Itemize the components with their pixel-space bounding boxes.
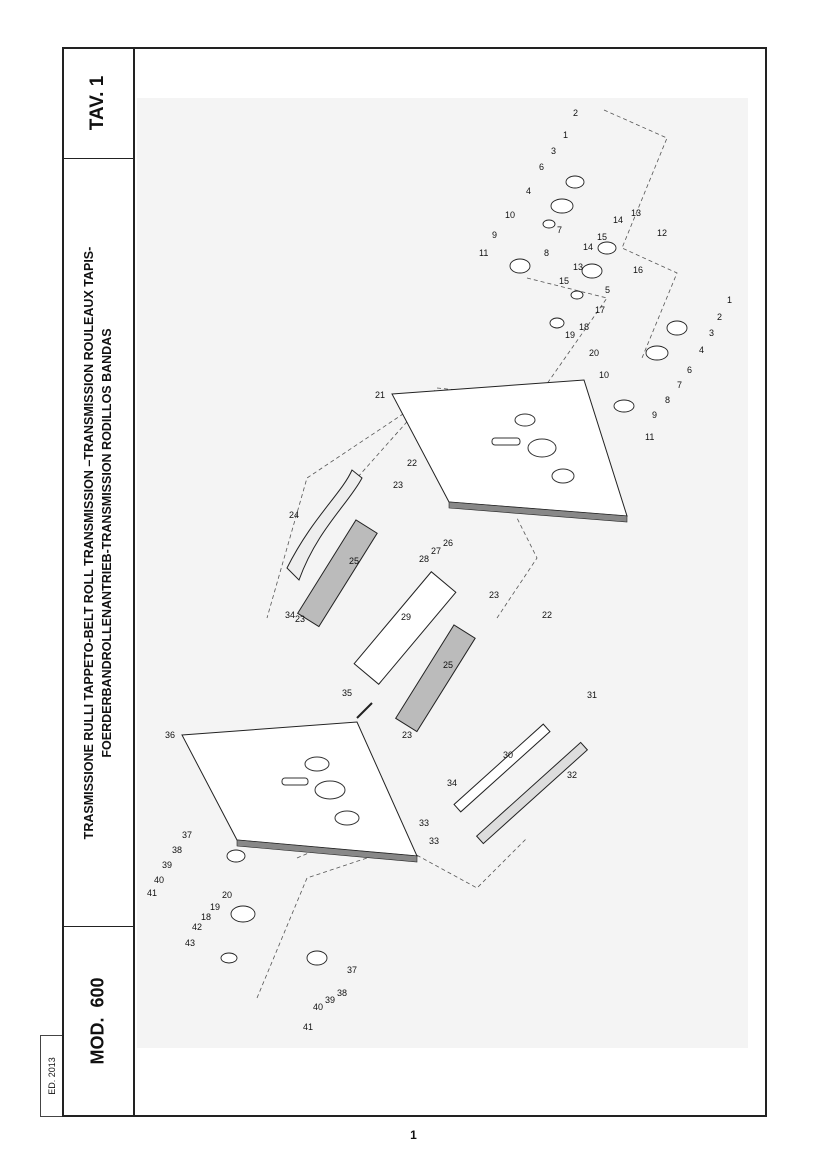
title-block [62, 47, 135, 1117]
part-label-1: 1 [563, 130, 569, 140]
part-label-9b: 9 [652, 410, 658, 420]
part-label-25b: 25 [443, 660, 454, 670]
part-label-36: 36 [165, 730, 176, 740]
table-number-cell [62, 47, 133, 159]
part-label-15: 15 [597, 232, 608, 242]
title-line-2: FOERDERBANDROLLENANTRIEB-TRANSMISSION RODILLOS BANDAS [99, 327, 114, 758]
part-label-28: 28 [419, 554, 430, 564]
part-label-40b: 40 [313, 1002, 324, 1012]
part-label-35: 35 [342, 688, 353, 698]
part-label-18b: 18 [201, 912, 212, 922]
part-label-11b: 11 [645, 432, 655, 442]
part-label-37: 37 [182, 830, 193, 840]
part-label-25: 25 [349, 556, 360, 566]
part-label-20b: 20 [222, 890, 233, 900]
part-label-33: 33 [419, 818, 430, 828]
exploded-view-drawing [137, 98, 748, 1048]
base-bars [454, 724, 587, 843]
part-label-23b: 23 [489, 590, 500, 600]
part-label-41b: 41 [303, 1022, 314, 1032]
part-label-27: 27 [431, 546, 442, 556]
part-label-13b: 13 [573, 262, 584, 272]
part-label-33b: 33 [429, 836, 440, 846]
part-label-22: 22 [407, 458, 418, 468]
table-number: TAV. 1 [86, 75, 108, 130]
part-label-23: 23 [393, 480, 404, 490]
edition-box [40, 1035, 62, 1117]
side-plate-left [182, 722, 417, 862]
part-label-31: 31 [587, 690, 598, 700]
part-number-labels [147, 108, 732, 1032]
part-label-21: 21 [375, 390, 386, 400]
part-label-38b: 38 [337, 988, 348, 998]
part-label-4: 4 [526, 186, 532, 196]
drawing-title [80, 246, 116, 839]
part-label-42: 42 [192, 922, 203, 932]
part-label-8b: 8 [665, 395, 671, 405]
part-label-30: 30 [503, 750, 514, 760]
part-label-1b: 1 [727, 295, 733, 305]
part-label-11: 11 [479, 248, 489, 258]
part-label-13: 13 [631, 208, 642, 218]
part-label-10: 10 [505, 210, 516, 220]
part-label-37b: 37 [347, 965, 358, 975]
part-label-23d: 23 [402, 730, 413, 740]
part-label-34b: 34 [447, 778, 458, 788]
part-label-39b: 39 [325, 995, 336, 1005]
part-label-6: 6 [539, 162, 545, 172]
part-label-34: 34 [285, 610, 296, 620]
part-label-26: 26 [443, 538, 454, 548]
part-label-3: 3 [551, 146, 557, 156]
part-label-4b: 4 [699, 345, 705, 355]
part-label-3b: 3 [709, 328, 715, 338]
part-label-5: 5 [605, 285, 611, 295]
title-cell [62, 159, 133, 927]
part-label-20: 20 [589, 348, 600, 358]
part-label-38: 38 [172, 845, 183, 855]
part-label-10b: 10 [599, 370, 610, 380]
part-label-18: 18 [579, 322, 590, 332]
part-label-8: 8 [544, 248, 550, 258]
part-label-6b: 6 [687, 365, 693, 375]
part-label-32: 32 [567, 770, 578, 780]
part-label-17: 17 [595, 305, 606, 315]
exploded-view-svg [137, 98, 748, 1048]
part-label-14: 14 [613, 215, 624, 225]
side-plate-right [392, 380, 627, 522]
page-number: 1 [410, 1128, 417, 1142]
part-label-22b: 22 [542, 610, 553, 620]
model-label: MOD. 600 [87, 977, 107, 1065]
part-label-29: 29 [401, 612, 412, 622]
part-label-2b: 2 [717, 312, 723, 322]
part-label-16: 16 [633, 265, 644, 275]
title-line-1: TRASMISSIONE RULLI TAPPETO-BELT ROLL TRANSMISSION –TRANSMISSION ROULEAUX TAPIS- [81, 246, 96, 839]
part-label-24: 24 [289, 510, 300, 520]
part-label-12: 12 [657, 228, 668, 238]
part-label-43: 43 [185, 938, 196, 948]
assembly-guide-lines [257, 110, 677, 998]
part-label-39: 39 [162, 860, 173, 870]
part-label-19b: 19 [210, 902, 221, 912]
part-label-19: 19 [565, 330, 576, 340]
part-label-9: 9 [492, 230, 498, 240]
part-label-41: 41 [147, 888, 158, 898]
part-label-7: 7 [557, 225, 563, 235]
part-label-2: 2 [573, 108, 579, 118]
part-label-7b: 7 [677, 380, 683, 390]
part-label-23c: 23 [295, 614, 306, 624]
part-label-15b: 15 [559, 276, 570, 286]
model-cell [62, 927, 133, 1115]
part-label-40: 40 [154, 875, 165, 885]
drive-roller [354, 572, 456, 718]
edition-label: ED. 2013 [46, 1057, 57, 1095]
part-label-14b: 14 [583, 242, 594, 252]
